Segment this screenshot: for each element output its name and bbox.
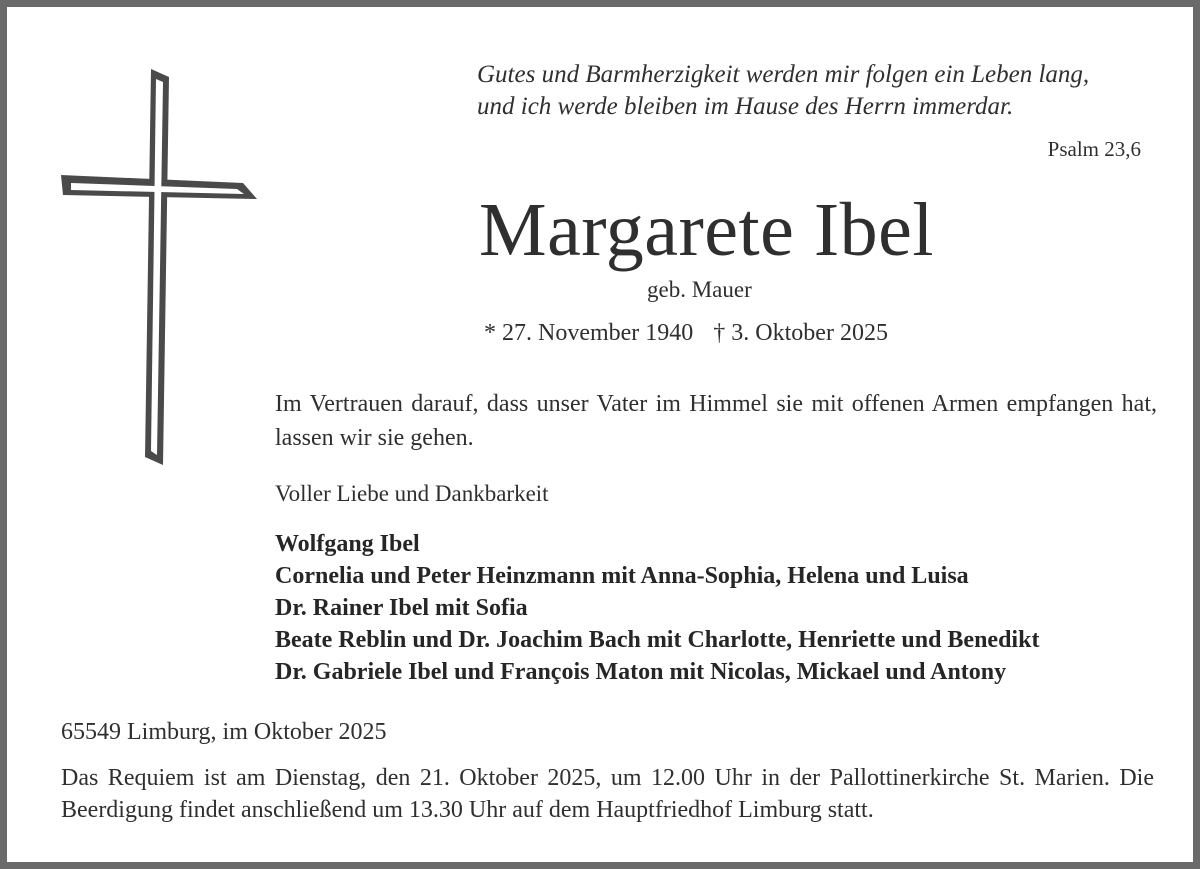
family-member: Wolfgang Ibel — [275, 531, 420, 557]
life-dates — [484, 320, 888, 347]
verse-line-1: Gutes und Barmherzigkeit werden mir folgen ein Leben lang, — [477, 61, 1090, 88]
birth-date: * 27. November 1940 — [484, 320, 694, 346]
closing-phrase: Voller Liebe und Dankbarkeit — [275, 481, 549, 506]
family-member: Cornelia und Peter Heinzmann mit Anna-Sophia, Helena und Luisa — [275, 563, 969, 589]
maiden-name: geb. Mauer — [647, 277, 752, 302]
bible-verse — [477, 59, 1157, 123]
family-member: Beate Reblin und Dr. Joachim Bach mit Charlotte, Henriette und Benedikt — [275, 627, 1040, 653]
family-member: Dr. Gabriele Ibel und François Maton mit Nicolas, Mickael und Antony — [275, 659, 1007, 685]
death-date: † 3. Oktober 2025 — [713, 320, 888, 346]
family-member: Dr. Rainer Ibel mit Sofia — [275, 595, 528, 621]
funeral-service-info: Das Requiem ist am Dienstag, den 21. Oktober 2025, um 12.00 Uhr in der Pallottinerkirche St. Marien. Die Beerdigung findet anschließend um 13.30 Uhr auf dem Hauptfriedhof Limburg statt. — [61, 765, 1154, 823]
family-list — [275, 528, 1039, 688]
deceased-name: Margarete Ibel — [479, 188, 935, 272]
farewell-message: Im Vertrauen darauf, dass unser Vater im Himmel sie mit offenen Armen empfangen hat, lassen wir sie gehen. — [275, 391, 1157, 451]
verse-reference: Psalm 23,6 — [1047, 137, 1141, 161]
verse-line-2: und ich werde bleiben im Hause des Herrn immerdar. — [477, 93, 1014, 120]
latin-cross-icon — [57, 65, 262, 470]
place-and-date: 65549 Limburg, im Oktober 2025 — [61, 719, 387, 745]
